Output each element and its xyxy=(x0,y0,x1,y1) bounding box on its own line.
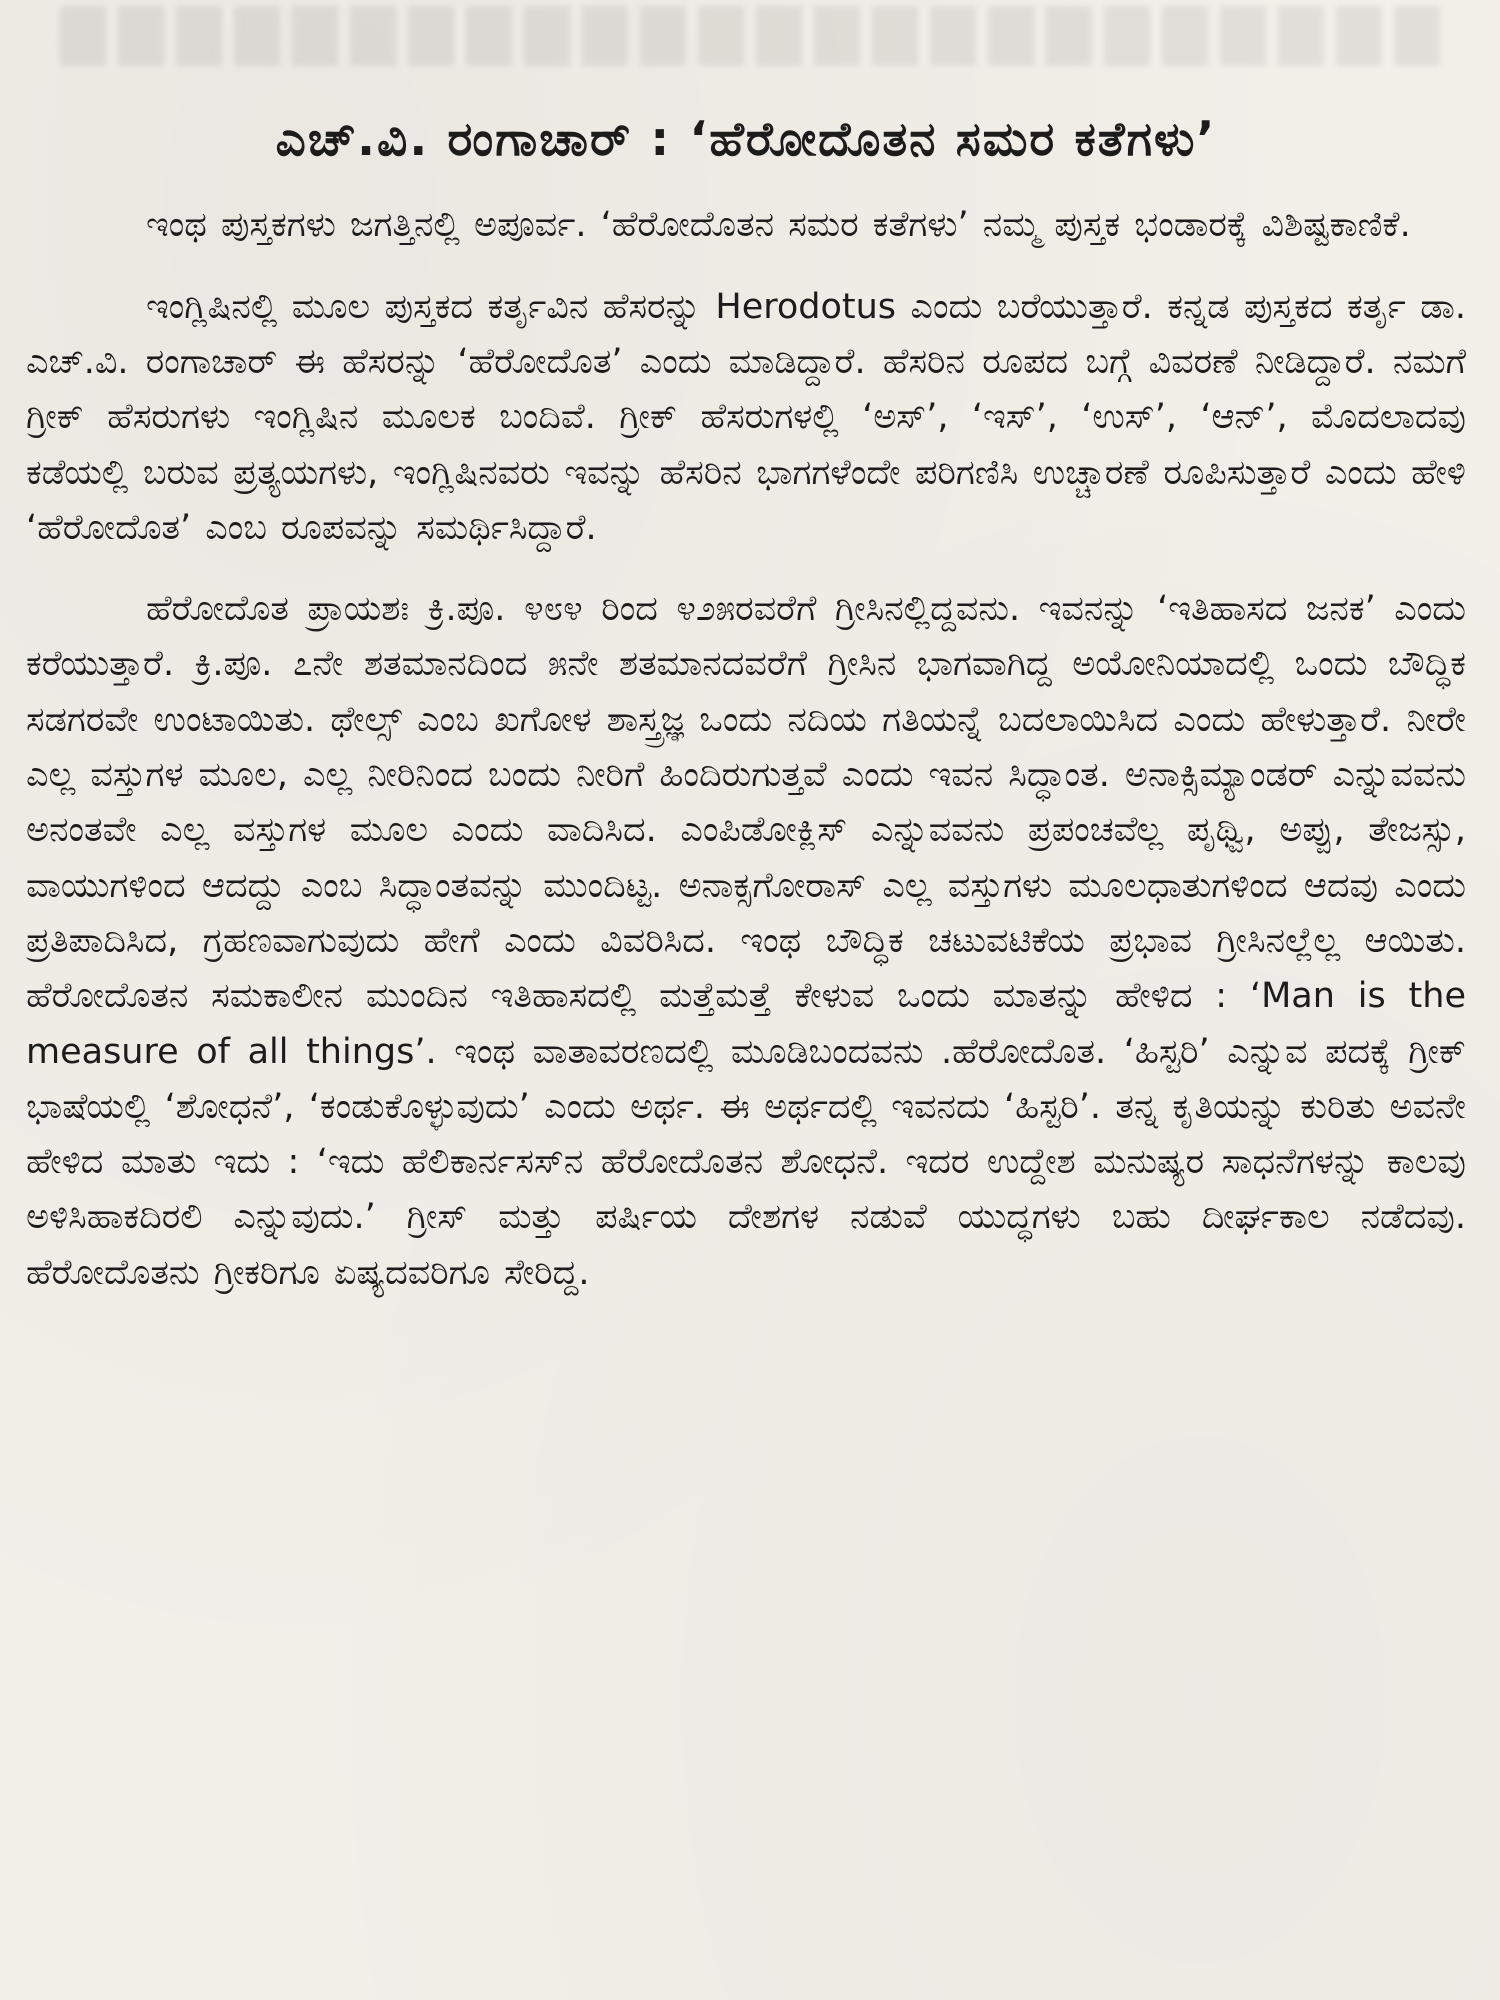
paragraph-intro: ಇಂಥ ಪುಸ್ತಕಗಳು ಜಗತ್ತಿನಲ್ಲಿ ಅಪೂರ್ವ. ‘ಹೆರೋದೊತನ ಸಮರ ಕತೆಗಳು’ ನಮ್ಮ ಪುಸ್ತಕ ಭಂಡಾರಕ್ಕೆ ವಿಶಿಷ್ಟಕಾಣಿಕೆ. xyxy=(146,205,1411,246)
page-title: ಎಚ್.ವಿ. ರಂಗಾಚಾರ್ : ‘ಹೆರೋದೊತನ ಸಮರ ಕತೆಗಳು’ xyxy=(275,112,1217,167)
paragraph-history: ಹೆರೋದೊತ ಪ್ರಾಯಶಃ ಕ್ರಿ.ಪೂ. ೪೮೪ ರಿಂದ ೪೨೫ರವರೆಗೆ ಗ್ರೀಸಿನಲ್ಲಿದ್ದವನು. ಇವನನ್ನು ‘ಇತಿಹಾಸದ ಜನಕ’ ಎಂದು ಕರೆಯುತ್ತಾರೆ. ಕ್ರಿ.ಪೂ. ೭ನೇ ಶತಮಾನದಿಂದ ೫ನೇ ಶತಮಾನದವರೆಗೆ ಗ್ರೀಸಿನ ಭಾಗವಾಗಿದ್ದ ಅಯೋನಿಯಾದಲ್ಲಿ ಒಂದು ಬೌದ್ಧಿಕ ಸಡಗರವೇ ಉಂಟಾಯಿತು. ಥೇಲ್ಸ್ ಎಂಬ ಖಗೋಳ ಶಾಸ್ತ್ರಜ್ಞ ಒಂದು ನದಿಯ ಗತಿಯನ್ನೆ ಬದಲಾಯಿಸಿದ ಎಂದು ಹೇಳುತ್ತಾರೆ. ನೀರೇ ಎಲ್ಲ ವಸ್ತುಗಳ ಮೂಲ, ಎಲ್ಲ ನೀರಿನಿಂದ ಬಂದು ನೀರಿಗೆ ಹಿಂದಿರುಗುತ್ತವೆ ಎಂದು ಇವನ ಸಿದ್ಧಾಂತ. ಅನಾಕ್ಸಿಮ್ಯಾಂಡರ್ ಎನ್ನುವವನು ಅನಂತವೇ ಎಲ್ಲ ವಸ್ತುಗಳ ಮೂಲ ಎಂದು ವಾದಿಸಿದ. ಎಂಪಿಡೋಕ್ಲಿಸ್ ಎನ್ನುವವನು ಪ್ರಪಂಚವೆಲ್ಲ ಪೃಥ್ವಿ, ಅಪ್ಪು, ತೇಜಸ್ಸು, ವಾಯುಗಳಿಂದ ಆದದ್ದು ಎಂಬ ಸಿದ್ಧಾಂತವನ್ನು ಮುಂದಿಟ್ಟ. ಅನಾಕ್ಸಗೋರಾಸ್ ಎಲ್ಲ ವಸ್ತುಗಳು ಮೂಲಧಾತುಗಳಿಂದ ಆದವು ಎಂದು ಪ್ರತಿಪಾದಿಸಿದ, ಗ್ರಹಣವಾಗುವುದು ಹೇಗೆ ಎಂದು ವಿವರಿಸಿದ. ಇಂಥ ಬೌದ್ಧಿಕ ಚಟುವಟಿಕೆಯ ಪ್ರಭಾವ ಗ್ರೀಸಿನಲ್ಲೆಲ್ಲ ಆಯಿತು. ಹೆರೋದೊತನ ಸಮಕಾಲೀನ ಮುಂದಿನ ಇತಿಹಾಸದಲ್ಲಿ ಮತ್ತೆಮತ್ತೆ ಕೇಳುವ ಒಂದು ಮಾತನ್ನು ಹೇಳಿದ : ‘Man is the measure of all things’. ಇಂಥ ವಾತಾವರಣದಲ್ಲಿ ಮೂಡಿಬಂದವನು .ಹೆರೋದೊತ. ‘ಹಿಸ್ಟರಿ’ ಎನ್ನುವ ಪದಕ್ಕೆ ಗ್ರೀಕ್ ಭಾಷೆಯಲ್ಲಿ ‘ಶೋಧನೆ’, ‘ಕಂಡುಕೊಳ್ಳುವುದು’ ಎಂದು ಅರ್ಥ. ಈ ಅರ್ಥದಲ್ಲಿ ಇವನದು ‘ಹಿಸ್ಟರಿ’. ತನ್ನ ಕೃತಿಯನ್ನು ಕುರಿತು ಅವನೇ ಹೇಳಿದ ಮಾತು ಇದು : ‘ಇದು ಹೆಲಿಕಾರ್ನಸಸ್‌ನ ಹೆರೋದೊತನ ಶೋಧನೆ. ಇದರ ಉದ್ದೇಶ ಮನುಷ್ಯರ ಸಾಧನೆಗಳನ್ನು ಕಾಲವು ಅಳಿಸಿಹಾಕದಿರಲಿ ಎನ್ನುವುದು.’ ಗ್ರೀಸ್ ಮತ್ತು ಪರ್ಷಿಯ ದೇಶಗಳ ನಡುವೆ ಯುದ್ಧಗಳು ಬಹು ದೀರ್ಘಕಾಲ ನಡೆದವು. ಹೆರೋದೊತನು ಗ್ರೀಕರಿಗೂ ಏಷ್ಯದವರಿಗೂ ಸೇರಿದ್ದ. xyxy=(26,589,1466,1293)
paragraph-name-origin: ಇಂಗ್ಲಿಷಿನಲ್ಲಿ ಮೂಲ ಪುಸ್ತಕದ ಕರ್ತೃವಿನ ಹೆಸರನ್ನು Herodotus ಎಂದು ಬರೆಯುತ್ತಾರೆ. ಕನ್ನಡ ಪುಸ್ತಕದ ಕರ್ತೃ ಡಾ. ಎಚ್.ವಿ. ರಂಗಾಚಾರ್ ಈ ಹೆಸರನ್ನು ‘ಹೆರೋದೊತ’ ಎಂದು ಮಾಡಿದ್ದಾರೆ. ಹೆಸರಿನ ರೂಪದ ಬಗ್ಗೆ ವಿವರಣೆ ನೀಡಿದ್ದಾರೆ. ನಮಗೆ ಗ್ರೀಕ್ ಹೆಸರುಗಳು ಇಂಗ್ಲಿಷಿನ ಮೂಲಕ ಬಂದಿವೆ. ಗ್ರೀಕ್ ಹೆಸರುಗಳಲ್ಲಿ ‘ಅಸ್’, ‘ಇಸ್’, ‘ಉಸ್’, ‘ಆನ್’, ಮೊದಲಾದವು ಕಡೆಯಲ್ಲಿ ಬರುವ ಪ್ರತ್ಯಯಗಳು, ಇಂಗ್ಲಿಷಿನವರು ಇವನ್ನು ಹೆಸರಿನ ಭಾಗಗಳೆಂದೇ ಪರಿಗಣಿಸಿ ಉಚ್ಚಾರಣೆ ರೂಪಿಸುತ್ತಾರೆ ಎಂದು ಹೇಳಿ ‘ಹೆರೋದೊತ’ ಎಂಬ ರೂಪವನ್ನು ಸಮರ್ಥಿಸಿದ್ದಾರೆ. xyxy=(26,286,1466,548)
show-through-text xyxy=(60,6,1440,66)
